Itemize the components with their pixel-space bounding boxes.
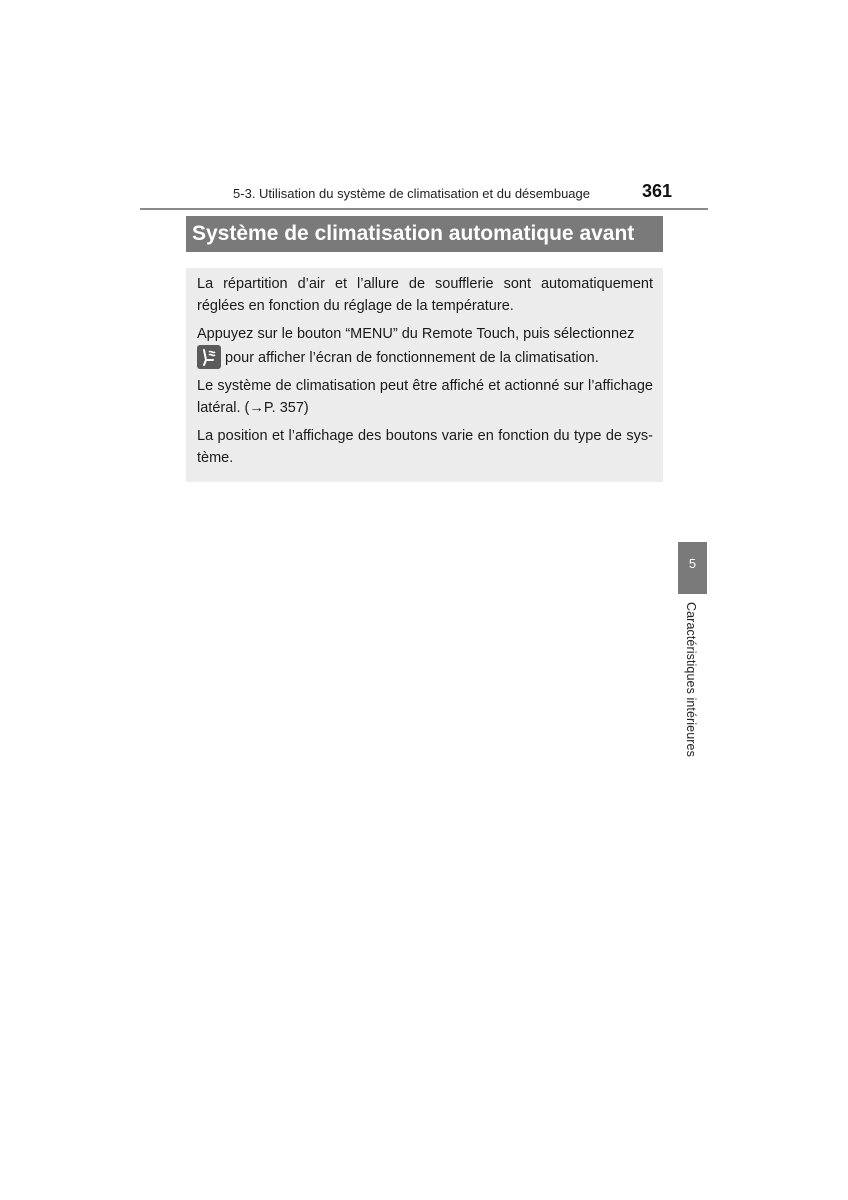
running-header [140,180,708,210]
info-paragraph-1: La répartition d’air et l’allure de soufflerie sont automatiquement réglées en fonction du réglage de la température. [197,276,653,314]
info-paragraph-2 [197,323,653,369]
info-paragraph-2-line-1: Appuyez sur le bouton “MENU” du Remote Touch, puis sélectionnez [197,326,635,342]
chapter-tab [678,542,707,594]
title-bar [186,216,663,252]
info-box [186,268,663,482]
page-number: 361 [641,181,672,201]
page-title: Système de climatisation automatique avant [192,222,635,245]
info-paragraph-4: La position et l’affichage des boutons varie en fonction du type de sys-tème. [197,428,653,466]
chapter-label: Caractéristiques intérieures [684,602,698,757]
section-title: 5-3. Utilisation du système de climatisation et du désembuage [233,186,590,201]
chapter-number: 5 [688,556,697,571]
info-paragraph-2-line-2: pour afficher l’écran de fonctionnement de la climatisation. [225,350,599,366]
climate-seat-icon [197,345,221,369]
info-paragraph-3: Le système de climatisation peut être affiché et actionné sur l’affichage latéral. (→P. 357) [197,378,653,416]
